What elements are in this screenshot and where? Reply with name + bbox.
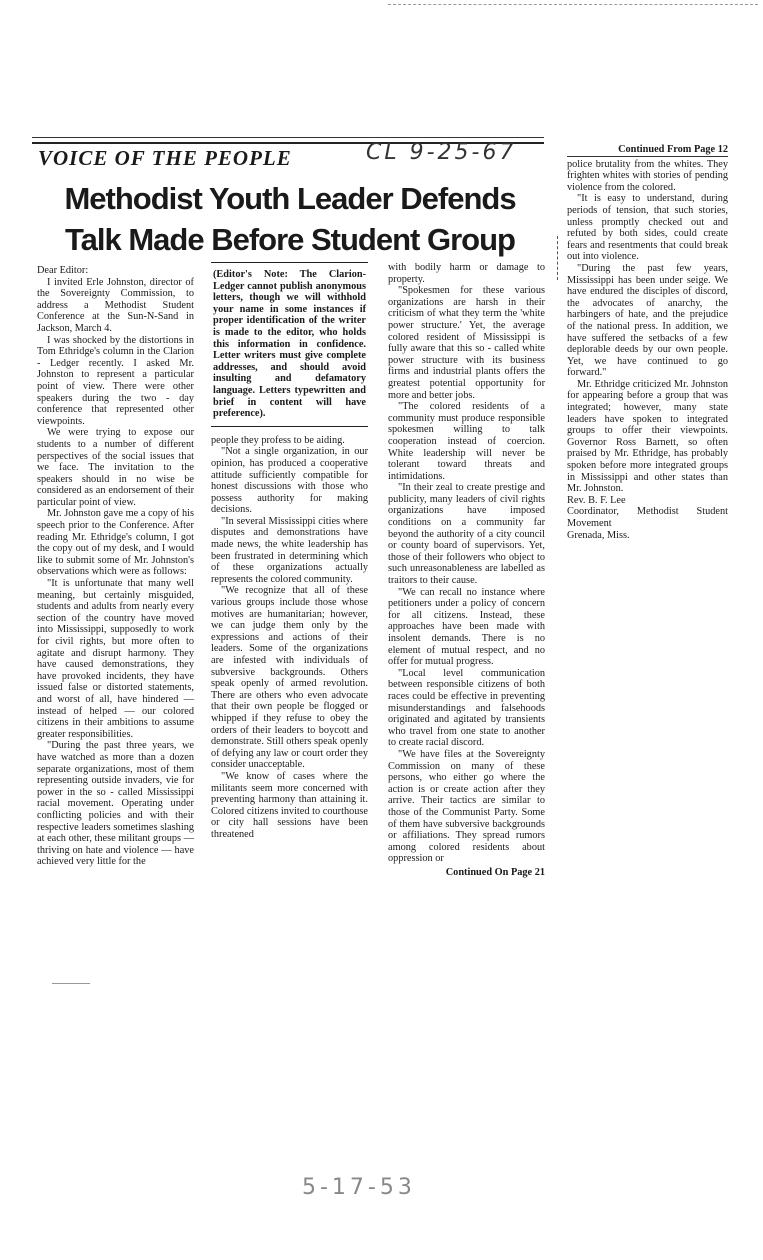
paragraph: "In their zeal to create prestige and publicity, many leaders of civil rights organizations have imposed conditions on a community far beyond the authority of a city council or county board of supervisors. Yet, those of their followers who object to such unreasonableness are labelled as traitors to their cause. [388,482,545,587]
paragraph: police brutality from the whites. They frighten whites with stories of pending violence from the colored. [567,158,728,193]
paragraph: "We can recall no instance where petitioners under a policy of concern for all citizens. Instead, these approaches have been made with insolent demands. There is no element of mutual respect, and no offer for mutual progress. [388,586,545,668]
paragraph: "We have files at the Sovereignty Commission on many of these persons, who either go where the action is or create action after they arrive. Their tactics are similar to those of the Communist Party. Some of them have subversive backgrounds or affiliations. They spread rumors among colored residents about oppression or [388,748,545,865]
paragraph: "During the past few years, Mississippi has been under seige. We have endured the disciples of discord, the advocates of anarchy, the harbingers of hate, and the prejudice of the national press. In addition, we have suffered the setbacks of a few deplorable deeds by our own people. Yet, we have continued to go forward." [567,262,728,379]
paragraph: I invited Erle Johnston, director of the Sovereignty Commission, to address a Methodist Student Conference at the Sun-N-Sand in Jackson, March 4. [37,276,194,334]
scan-edge-line [388,4,758,5]
paragraph: We were trying to expose our students to a number of different perspectives of the social issues that we face. The invitation to the speakers should in no wise be considered as an endorsement of their particular point of view. [37,427,194,508]
top-rule [32,137,544,138]
paragraph: I was shocked by the distortions in Tom Ethridge's column in the Clarion - Ledger recently. I asked Mr. Johnston to represent a particular point of view. There were other speakers during the two - day conference that represented other viewpoints. [37,334,194,427]
paragraph: "We recognize that all of these various groups include those whose motives are humanitarian; however, we can judge them only by the expressions and actions of their leaders. Some of the organizations are infested with individuals of subversive backgrounds. Others speak openly of armed revolution. There are others who even advocate that their own people be flogged or whipped if they refuse to obey the orders of their leaders to boycott and demonstrate. Still others speak openly of defying any law or court order they consider unacceptable. [211,585,368,771]
paragraph: Mr. Johnston gave me a copy of his speech prior to the Conference. After reading Mr. Ethridge's column, I got the copy out of my desk, and I would like to submit some of Mr. Johnston's observations which were as follows: [37,508,194,578]
signature-city: Grenada, Miss. [567,529,630,541]
paragraph: "Local level communication between responsible citizens of both races could be effective in preventing misunderstandings and falsehoods originated and agitated by transients who travel from one state to another to create racial discord. [388,667,545,749]
paragraph: "Spokesmen for these various organizations are harsh in their criticism of what they term the 'white power structure.' Yet, the average colored resident of Mississippi is fully aware that this so - called white power structure with its business firms and industrial plants offers the greatest potential opportunity for more and better jobs. [388,285,545,401]
paragraph: people they profess to be aiding. [211,434,345,446]
paragraph: "It is unfortunate that many well meaning, but certainly misguided, students and adults from nearly every section of the country have moved into Mississippi, supposedly to work for civil rights, but more often to agitate and disrupt harmony. They have caused demonstrations, they have provoked incidents, they have issued false or distorted statements, and worst of all, have hindered — instead of helped — our colored citizens in their ambitions to assume greater responsibilities. [37,578,194,740]
continued-from-label: Continued From Page 12 [567,144,728,157]
paragraph: "We know of cases where the militants seem more concerned with preventing harmony than attaining it. Colored citizens invited to courthouse or city hall sessions have been threatened [211,770,368,840]
column-2 [211,262,368,841]
paragraph: "The colored residents of a community must produce responsible spokesmen willing to talk cooperation instead of coercion. White leadership will never be tolerant toward threats and intimidations. [388,401,545,482]
article-headline: Methodist Youth Leader Defends Talk Made Before Student Group [64,181,516,257]
paragraph: "Not a single organization, in our opinion, has produced a cooperative attitude sufficiently compatible for honest discussions with those who possess authority for making decisions. [211,446,368,516]
scan-mark [52,983,90,984]
column-4 [567,144,728,541]
paragraph: with bodily harm or damage to property. [388,262,545,285]
section-masthead: VOICE OF THE PEOPLE [38,146,292,170]
signature-name: Rev. B. F. Lee [567,494,626,506]
column-3 [388,262,545,878]
salutation: Dear Editor: [37,265,89,276]
signature-block [567,495,728,541]
scan-mark [557,236,558,280]
editors-note: (Editor's Note: The Clarion-Ledger cannot publish anonymous letters, though we will withhold your name in some instances if proper identification of the writer is made to the editor, who holds this information in confidence. Letter writers must give complete addresses, and should avoid insulting and defamatory language. Letters typewritten and brief in content will have preference). [211,262,368,427]
paragraph: "In several Mississippi cities where disputes and demonstrations have made news, the white leadership has been frustrated in determining which of these organizations actually represents the colored community. [211,515,368,585]
handwritten-date: CL 9-25-67 [366,140,517,165]
paragraph: Mr. Ethridge criticized Mr. Johnston for appearing before a group that was integrated; however, many state leaders have spoken to integrated groups to offer their viewpoints. Governor Ross Barnett, so often praised by Mr. Ethridge, has probably spoken before more integrated groups in Mississippi and other states than Mr. Johnston. [567,378,728,495]
signature-title: Coordinator, Methodist Student Movement [567,506,728,529]
archive-stamp: 5-17-53 [302,1175,416,1200]
paragraph: "It is easy to understand, during periods of tension, that such stories, unless promptly checked out and refuted by both sides, could create fears and resentments that could break out into violence. [567,193,728,263]
paragraph: "During the past three years, we have watched as more than a dozen separate organizations, most of them representing outside invaders, vie for power in the so - called Mississippi racial movement. Operating under conflicting policies and with their respective leaders sometimes slashing at each other, these militant groups — thriving on hate and violence — have achieved very little for the [37,740,194,868]
continued-on-label: Continued On Page 21 [445,866,545,878]
column-1 [37,265,194,868]
